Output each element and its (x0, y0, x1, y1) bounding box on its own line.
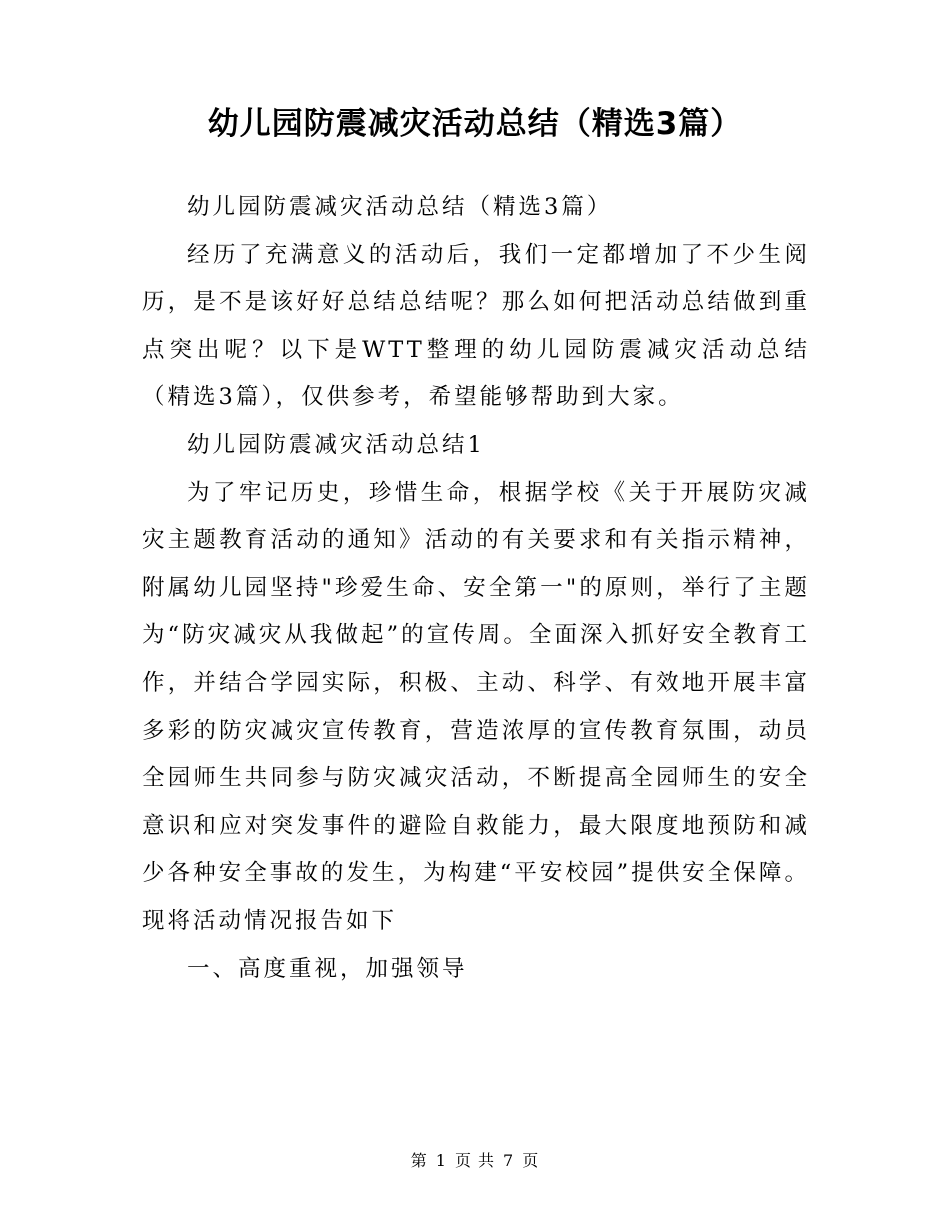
footer-prefix: 第 (410, 1151, 428, 1170)
paragraph-section-title: 幼儿园防震减灾活动总结1 (187, 431, 485, 458)
footer-middle: 页 共 (454, 1151, 496, 1170)
page-footer (0, 1148, 950, 1174)
footer-total-pages: 7 (503, 1151, 515, 1170)
footer-page-number: 1 (435, 1151, 447, 1170)
footer-suffix: 页 (522, 1151, 540, 1170)
document-body (142, 184, 810, 993)
document-title: 幼儿园防震减灾活动总结（精选3篇） (207, 106, 743, 142)
paragraph-intro: 经历了充满意义的活动后，我们一定都增加了不少生阅历，是不是该好好总结总结呢？那么如何把活动总结做到重点突出呢？以下是WTT整理的幼儿园防震减灾活动总结（精选3篇），仅供参考，希望能够帮助到大家。 (142, 241, 810, 411)
paragraph-main: 为了牢记历史，珍惜生命，根据学校《关于开展防灾减灾主题教育活动的通知》活动的有关要求和有关指示精神，附属幼儿园坚持"珍爱生命、安全第一"的原则，举行了主题为“防灾减灾从我做起”的宣传周。全面深入抓好安全教育工作，并结合学园实际，积极、主动、科学、有效地开展丰富多彩的防灾减灾宣传教育，营造浓厚的宣传教育氛围，动员全园师生共同参与防灾减灾活动，不断提高全园师生的安全意识和应对突发事件的避险自救能力，最大限度地预防和减少各种安全事故的发生，为构建“平安校园”提供安全保障。现将活动情况报告如下 (142, 479, 810, 934)
paragraph-heading: 幼儿园防震减灾活动总结（精选3篇） (187, 194, 613, 220)
paragraph-subheading: 一、高度重视，加强领导 (187, 955, 468, 982)
